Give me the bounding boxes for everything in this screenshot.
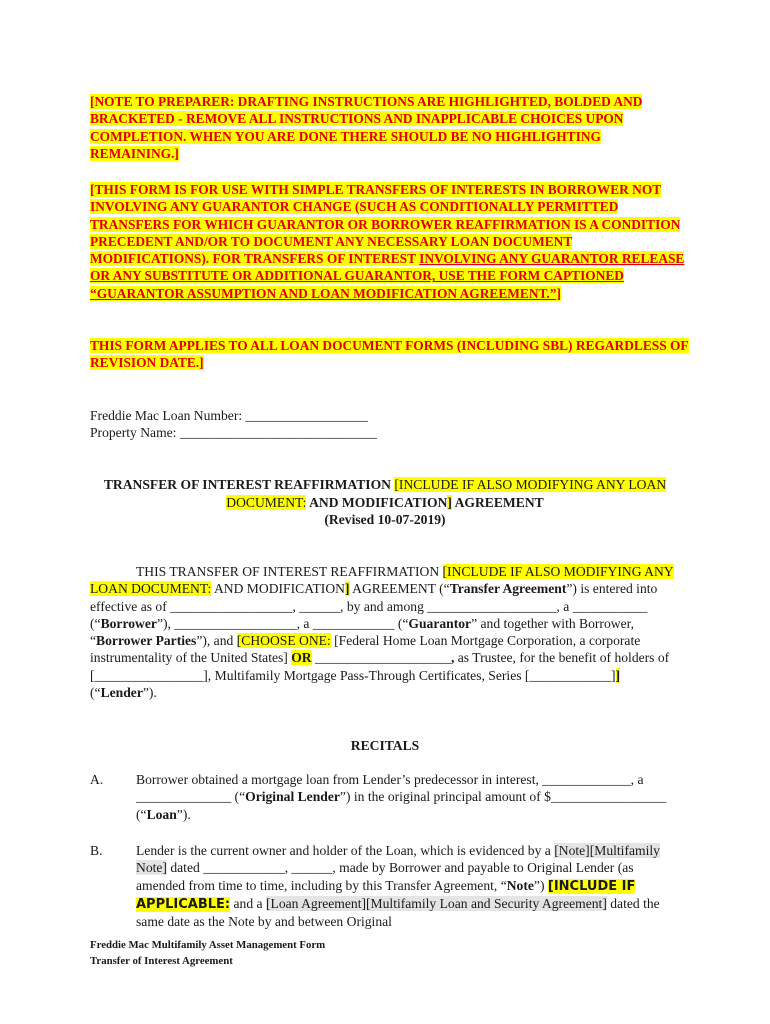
intro-text: [Federal Home Loan Mortgage Corporation, a corporate instrumentality of the United States] bbox=[90, 633, 641, 666]
loan-number-line bbox=[90, 407, 690, 424]
intro-instruction: [INCLUDE IF ALSO MODIFYING ANY LOAN DOCUMENT: bbox=[90, 564, 674, 597]
defined-term-borrower-parties: Borrower Parties bbox=[96, 633, 197, 649]
recital-text: ”). bbox=[176, 806, 191, 822]
title-modification: AND MODIFICATION bbox=[306, 494, 448, 510]
or-instruction: OR bbox=[291, 650, 312, 666]
recital-text: dated the same date as the Note by and between Original bbox=[136, 895, 660, 930]
preparer-note bbox=[90, 93, 690, 162]
intro-text: ”). bbox=[142, 685, 157, 701]
recital-b-label: B. bbox=[90, 843, 103, 858]
title-agreement: AGREEMENT bbox=[451, 494, 544, 510]
intro-text: ”), __________________, a ____________ (“ bbox=[156, 615, 409, 631]
defined-term-borrower: Borrower bbox=[100, 615, 157, 631]
defined-term-loan: Loan bbox=[146, 806, 177, 822]
intro-text: ____________________ bbox=[311, 650, 451, 666]
defined-term-guarantor: Guarantor bbox=[408, 615, 472, 631]
form-usage-note-close: ] bbox=[556, 285, 561, 301]
intro-text: as Trustee, for the benefit of holders of [________________], Multifamily Mortgage Pass-Through Certificates, Series [____________] bbox=[90, 650, 670, 683]
revision-date: (Revised 10-07-2019) bbox=[324, 512, 446, 528]
intro-bracket: ] bbox=[615, 667, 621, 683]
defined-term-transfer-agreement: Transfer Agreement bbox=[449, 581, 567, 597]
recital-text: Borrower obtained a mortgage loan from Lender’s predecessor in interest, _____________, a ______________ (“ bbox=[136, 772, 644, 805]
note-choice-field[interactable]: [Note][Multifamily Note] bbox=[136, 843, 660, 876]
intro-text: AND MODIFICATION bbox=[211, 581, 345, 597]
intro-comma: , bbox=[450, 650, 455, 666]
recital-text: dated ____________, ______, made by Borrower and payable to Original Lender (as amended from time to time, including by this Transfer Agreement, “ bbox=[136, 860, 634, 893]
title-modification-instruction: [INCLUDE IF ALSO MODIFYING ANY LOAN DOCUMENT: bbox=[226, 477, 667, 510]
loan-agreement-choice-field[interactable]: [Loan Agreement][Multifamily Loan and Security Agreement] bbox=[265, 895, 607, 911]
intro-paragraph bbox=[90, 563, 678, 701]
loan-number-field: Freddie Mac Loan Number: __________________ bbox=[90, 408, 368, 423]
intro-bracket: ] bbox=[344, 581, 350, 597]
form-applies-note-text: THIS FORM APPLIES TO ALL LOAN DOCUMENT FORMS (INCLUDING SBL) REGARDLESS OF REVISION DATE.] bbox=[90, 338, 689, 371]
footer-form-title: Transfer of Interest Agreement bbox=[90, 955, 233, 967]
intro-text: AGREEMENT (“ bbox=[349, 581, 450, 597]
recital-text: ”) in the original principal amount of $_________________ (“ bbox=[136, 789, 667, 822]
form-usage-note-link-text: INVOLVING ANY GUARANTOR RELEASE OR ANY SUBSTITUTE OR ADDITIONAL GUARANTOR, USE THE FORM CAPTIONED “GUARANTOR ASSUMPTION AND LOAN MODIFICATION AGREEMENT.” bbox=[90, 251, 685, 301]
include-if-applicable-instruction: [INCLUDE IF APPLICABLE: bbox=[136, 878, 636, 912]
recital-text: ”) bbox=[533, 877, 548, 893]
recital-b-text bbox=[136, 842, 676, 930]
recitals-heading: RECITALS bbox=[350, 738, 420, 753]
form-applies-note bbox=[90, 337, 690, 372]
footer bbox=[90, 937, 325, 969]
property-name-line bbox=[90, 424, 690, 441]
property-name-field: Property Name: _____________________________ bbox=[90, 425, 377, 440]
form-usage-note bbox=[90, 181, 690, 302]
defined-term-original-lender: Original Lender bbox=[245, 789, 340, 805]
intro-text: ”), and bbox=[196, 633, 237, 649]
intro-text: ”) is entered into effective as of __________________, ______, by and among ___________________, a ___________ (“ bbox=[90, 581, 658, 631]
recital-text: Lender is the current owner and holder of the Loan, which is evidenced by a bbox=[136, 843, 555, 858]
intro-text: (“ bbox=[90, 685, 101, 701]
form-usage-note-text: [THIS FORM IS FOR USE WITH SIMPLE TRANSFERS OF INTERESTS IN BORROWER NOT INVOLVING ANY GUARANTOR CHANGE (SUCH AS CONDITIONALLY PERMITTED TRANSFERS FOR WHICH GUARANTOR OR BORROWER REAFFIRMATION IS A CONDITION PRECEDENT AND/OR TO DOCUMENT ANY NECESSARY LOAN DOCUMENT MODIFICATIONS). FOR TRANSFERS OF INTEREST bbox=[90, 182, 681, 267]
preparer-note-text: [NOTE TO PREPARER: DRAFTING INSTRUCTIONS ARE HIGHLIGHTED, BOLDED AND BRACKETED - REMOVE ALL INSTRUCTIONS AND INAPPLICABLE CHOICES UPON COMPLETION. WHEN YOU ARE DONE THERE SHOULD BE NO HIGHLIGHTING REMAINING.] bbox=[90, 94, 643, 161]
title-bracket: ] bbox=[447, 494, 452, 510]
defined-term-lender: Lender bbox=[100, 685, 143, 701]
choose-one-instruction: [CHOOSE ONE: bbox=[236, 633, 331, 649]
intro-text: THIS TRANSFER OF INTEREST REAFFIRMATION bbox=[136, 564, 443, 579]
recital-text: and a bbox=[230, 895, 266, 911]
footer-form-name: Freddie Mac Multifamily Asset Management Form bbox=[90, 939, 326, 951]
document-title bbox=[88, 476, 682, 529]
defined-term-note: Note bbox=[506, 877, 534, 893]
recital-a-text bbox=[136, 771, 676, 823]
recital-a-label: A. bbox=[90, 772, 104, 787]
intro-text: ” and together with Borrower, “ bbox=[90, 615, 634, 649]
title-text: TRANSFER OF INTEREST REAFFIRMATION bbox=[103, 477, 395, 492]
